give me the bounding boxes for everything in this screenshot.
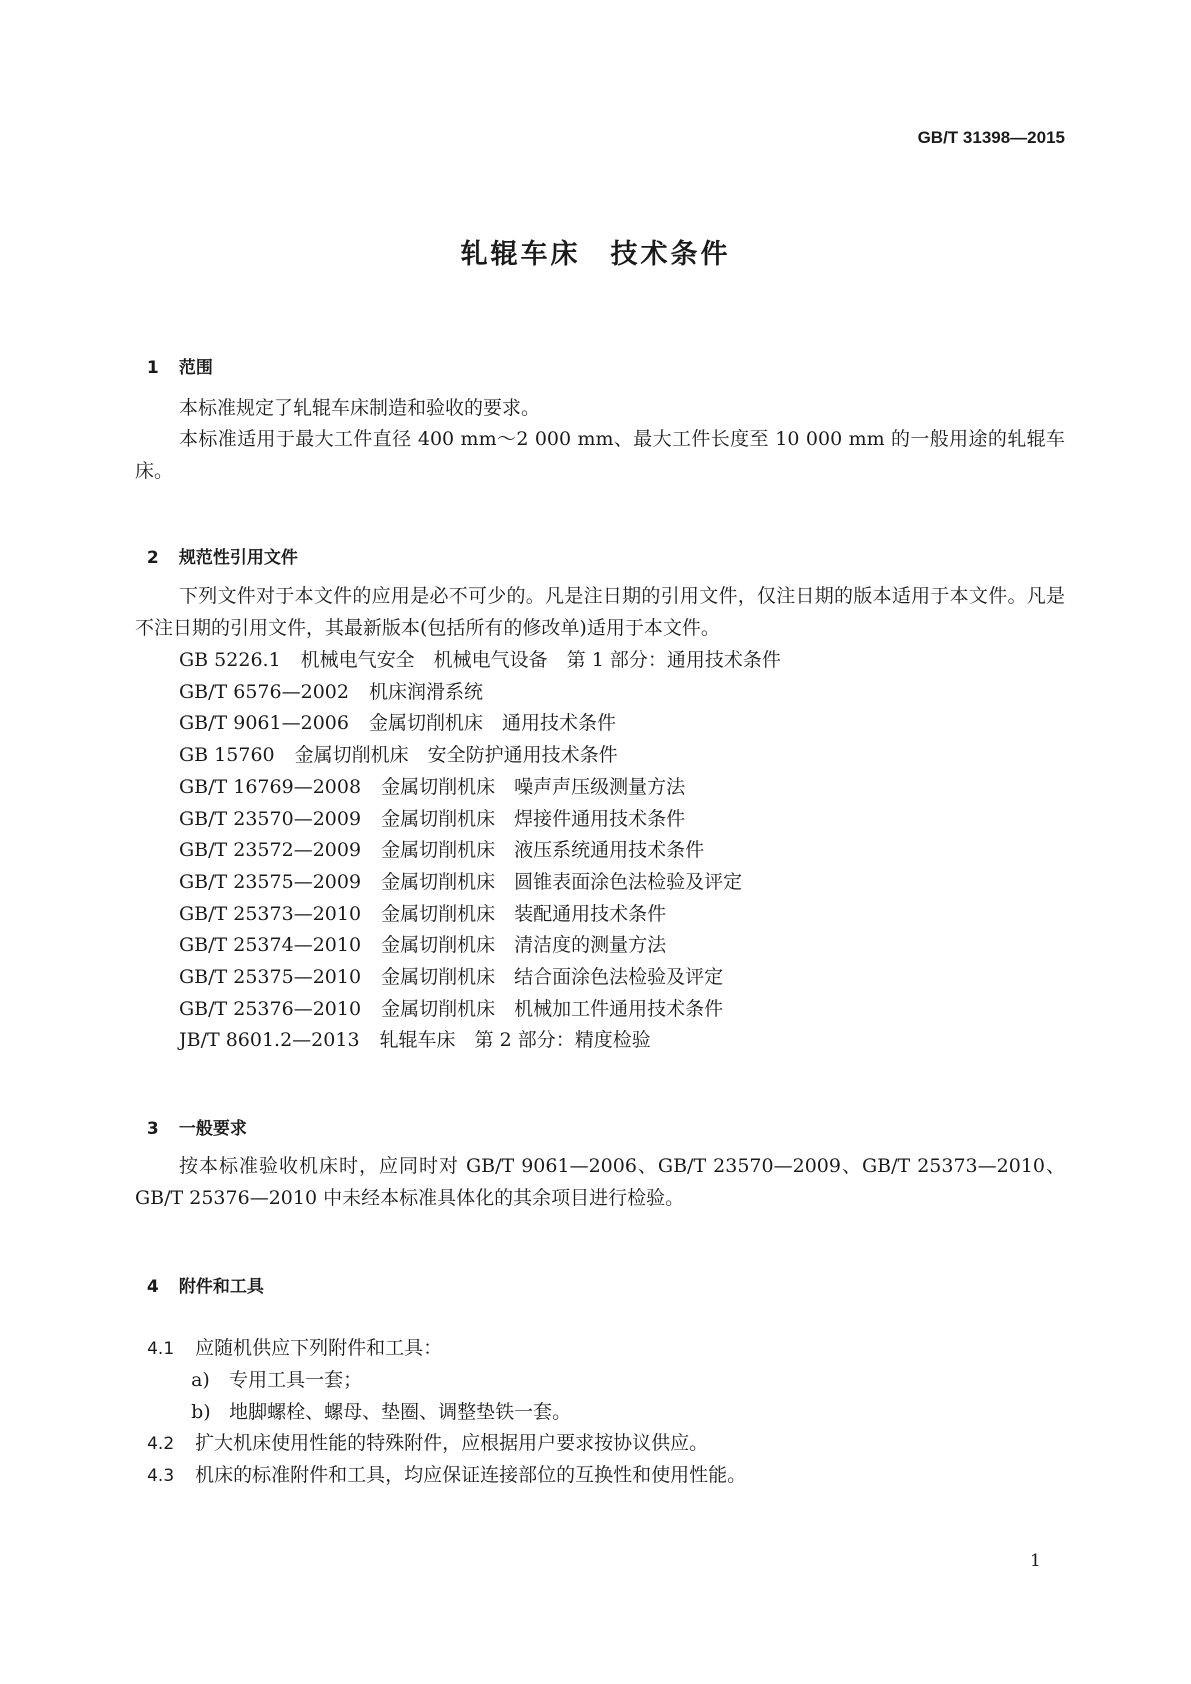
- standard-code: GB/T 31398—2015: [917, 128, 1065, 147]
- reference-code: GB 15760: [179, 744, 275, 767]
- reference-title: 轧辊车床 第 2 部分：精度检验: [379, 1029, 651, 1052]
- reference-title: 金属切削机床 结合面涂色法检验及评定: [381, 966, 724, 988]
- item-label: a): [191, 1369, 210, 1391]
- paragraph: 本标准规定了轧辊车床制造和验收的要求。: [179, 397, 541, 419]
- section-number: 3: [146, 1119, 159, 1139]
- reference-item: [179, 808, 685, 830]
- reference-item: [179, 712, 616, 734]
- reference-code: JB/T 8601.2—2013: [179, 1029, 360, 1052]
- reference-code: GB/T 23570—2009: [179, 807, 362, 830]
- reference-code: GB/T 23575—2009: [179, 870, 362, 893]
- section-heading-scope: [135, 333, 213, 378]
- section-heading-general-requirements: [135, 1094, 247, 1139]
- reference-code: GB/T 23572—2009: [179, 839, 362, 862]
- reference-title: 金属切削机床 焊接件通用技术条件: [381, 807, 686, 830]
- reference-code: GB/T 6576—2002: [179, 680, 349, 703]
- reference-code: GB/T 25376—2010: [179, 997, 362, 1020]
- section-title: 附件和工具: [178, 1277, 264, 1297]
- reference-item: [179, 649, 781, 671]
- reference-code: GB/T 25373—2010: [179, 902, 362, 925]
- clause-text: 应随机供应下列附件和工具：: [195, 1337, 443, 1359]
- reference-title: 金属切削机床 通用技术条件: [368, 712, 616, 735]
- clause-text: 扩大机床使用性能的特殊附件，应根据用户要求按协议供应。: [195, 1432, 709, 1454]
- clause-number: 4.1: [147, 1339, 175, 1359]
- reference-item: [179, 966, 723, 988]
- reference-title: 金属切削机床 装配通用技术条件: [381, 902, 667, 925]
- section-number: 4: [146, 1277, 159, 1297]
- reference-code: GB/T 25374—2010: [179, 934, 362, 957]
- clause-text: 机床的标准附件和工具，均应保证连接部位的互换性和使用性能。: [195, 1464, 747, 1486]
- reference-item: [179, 903, 666, 925]
- section-heading-accessories-and-tools: [135, 1252, 264, 1297]
- reference-item: [179, 776, 685, 798]
- reference-title: 机床润滑系统: [368, 680, 483, 703]
- paragraph: 下列文件对于本文件的应用是必不可少的。凡是注日期的引用文件，仅注日期的版本适用于本文件。凡是不注日期的引用文件，其最新版本(包括所有的修改单)适用于本文件。: [135, 585, 1065, 639]
- paragraph: 本标准适用于最大工件直径 400 mm～2 000 mm、最大工件长度至 10 000 mm 的一般用途的轧辊车床。: [135, 428, 1065, 482]
- reference-item: [179, 1029, 651, 1051]
- reference-code: GB/T 25375—2010: [179, 966, 362, 988]
- paragraph: 按本标准验收机床时，应同时对 GB/T 9061—2006、GB/T 23570—2009、GB/T 25373—2010、GB/T 25376—2010 中未经本标准具体化的其余项目进行检验。: [135, 1155, 1065, 1209]
- reference-item: [179, 744, 618, 766]
- reference-title: 金属切削机床 机械加工件通用技术条件: [381, 997, 724, 1020]
- section-title: 一般要求: [178, 1119, 247, 1139]
- clause-4-3: [135, 1442, 746, 1487]
- reference-item: [179, 871, 742, 893]
- reference-code: GB/T 9061—2006: [179, 712, 349, 735]
- reference-title: 机械电气安全 机械电气设备 第 1 部分：通用技术条件: [300, 649, 781, 671]
- reference-title: 金属切削机床 安全防护通用技术条件: [294, 744, 618, 767]
- clause-number: 4.2: [147, 1434, 175, 1454]
- reference-item: [179, 998, 723, 1020]
- item-label: b): [191, 1401, 211, 1423]
- reference-title: 金属切削机床 清洁度的测量方法: [381, 934, 667, 957]
- section-title: 范围: [178, 358, 213, 378]
- section-number: 2: [146, 548, 159, 568]
- reference-code: GB/T 16769—2008: [179, 775, 362, 798]
- reference-item: [179, 681, 483, 703]
- section-title: 规范性引用文件: [178, 548, 298, 568]
- item-text: 地脚螺栓、螺母、垫圈、调整垫铁一套。: [229, 1401, 572, 1423]
- page-number: 1: [1030, 1551, 1041, 1571]
- document-title: 轧辊车床 技术条件: [460, 239, 731, 270]
- reference-title: 金属切削机床 圆锥表面涂色法检验及评定: [381, 870, 743, 893]
- reference-code: GB 5226.1: [179, 649, 281, 671]
- item-text: 专用工具一套；: [229, 1369, 363, 1391]
- clause-number: 4.3: [147, 1466, 175, 1486]
- section-heading-normative-references: [135, 523, 298, 568]
- reference-item: [179, 839, 704, 861]
- reference-title: 金属切削机床 液压系统通用技术条件: [381, 839, 705, 862]
- section-number: 1: [146, 358, 159, 378]
- reference-title: 金属切削机床 噪声声压级测量方法: [381, 775, 686, 798]
- reference-item: [179, 934, 666, 956]
